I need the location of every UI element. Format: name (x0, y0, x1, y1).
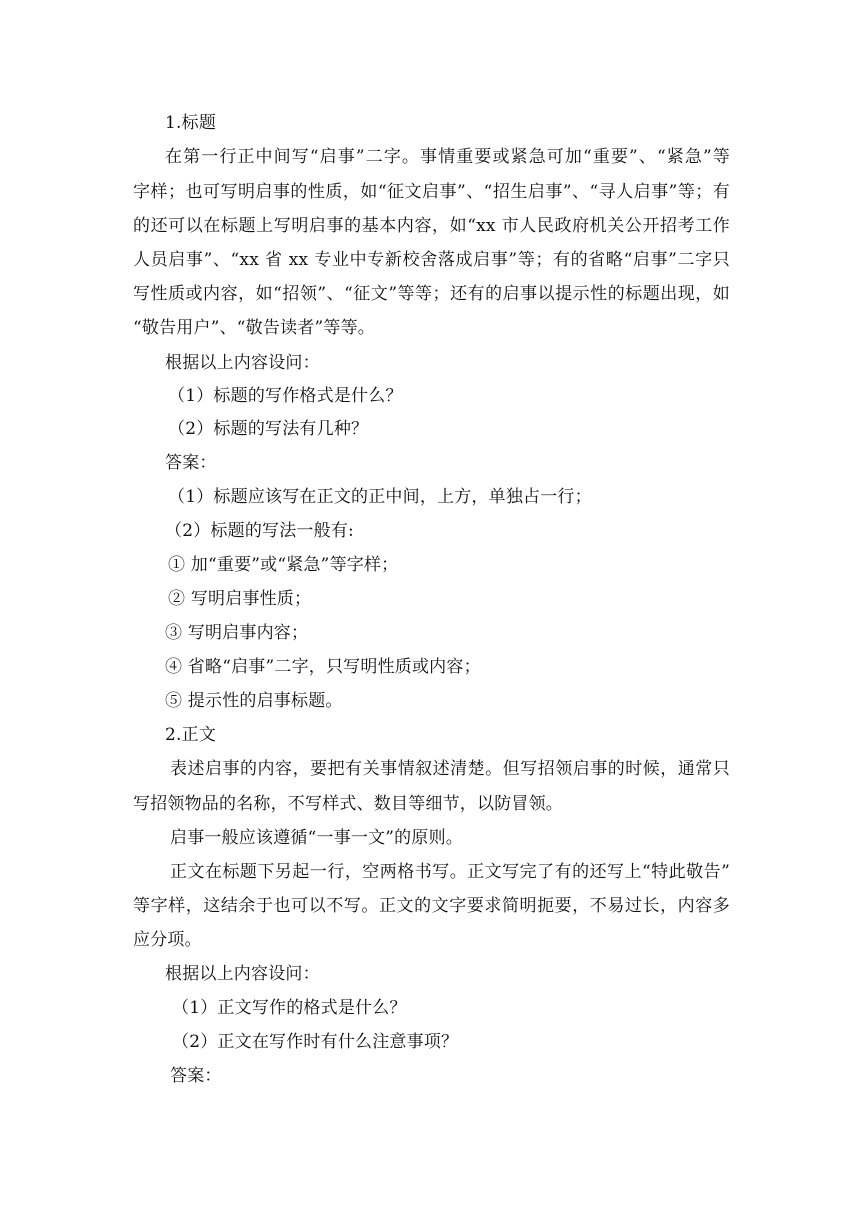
paragraph-line: 启事一般应该遵循“一事一文”的原则。 (170, 828, 463, 848)
question-intro: 根据以上内容设问： (165, 353, 320, 373)
paragraph-line: 写招领物品的名称，不写样式、数目等细节，以防冒领。 (133, 794, 563, 814)
paragraph-line: 表述启事的内容，要把有关事情叙述清楚。但写招领启事的时候，通常只 (170, 759, 730, 779)
paragraph-line: 等字样，这结余于也可以不写。正文的文字要求简明扼要，不易过长，内容多 (133, 896, 730, 916)
paragraph-line: 字样；也可写明启事的性质，如“征文启事”、“招生启事”、“寻人启事”等；有 (133, 182, 730, 202)
paragraph-line: “敬告用户”、“敬告读者”等等。 (133, 318, 375, 338)
paragraph-line: 在第一行正中间写“启事”二字。事情重要或紧急可加“重要”、“紧急”等 (165, 147, 730, 167)
answer-item: （1）标题应该写在正文的正中间，上方，单独占一行； (168, 487, 592, 507)
section-heading-body: 2.正文 (165, 725, 217, 745)
paragraph-line: 的还可以在标题上写明启事的基本内容，如“xx 市人民政府机关公开招考工作 (133, 216, 730, 236)
question-intro: 根据以上内容设问： (165, 964, 320, 984)
paragraph-line: 人员启事”、“xx 省 xx 专业中专新校舍落成启事”等；有的省略“启事”二字只 (133, 250, 730, 270)
paragraph-line: 正文在标题下另起一行，空两格书写。正文写完了有的还写上“特此敬告” (170, 862, 730, 882)
answer-subitem: ⑤ 提示性的启事标题。 (165, 691, 343, 711)
paragraph-line: 写性质或内容，如“招领”、“征文”等等；还有的启事以提示性的标题出现，如 (133, 284, 730, 304)
answer-item: （2）标题的写法一般有: (165, 521, 354, 541)
paragraph-line: 应分项。 (133, 930, 202, 950)
question-item: （1）正文写作的格式是什么？ (172, 998, 407, 1018)
question-item: （2）正文在写作时有什么注意事项？ (172, 1032, 459, 1052)
answer-subitem: ① 加“重要”或“紧急”等字样； (168, 555, 399, 575)
answer-label: 答案： (170, 1066, 222, 1086)
section-heading-title: 1.标题 (165, 113, 217, 133)
question-item: （1）标题的写作格式是什么？ (168, 386, 403, 406)
question-item: （2）标题的写法有几种？ (168, 419, 369, 439)
answer-subitem: ② 写明启事性质； (168, 589, 312, 609)
answer-label: 答案： (165, 453, 217, 473)
answer-subitem: ③ 写明启事内容； (165, 623, 309, 643)
answer-subitem: ④ 省略“启事”二字，只写明性质或内容； (165, 657, 481, 677)
